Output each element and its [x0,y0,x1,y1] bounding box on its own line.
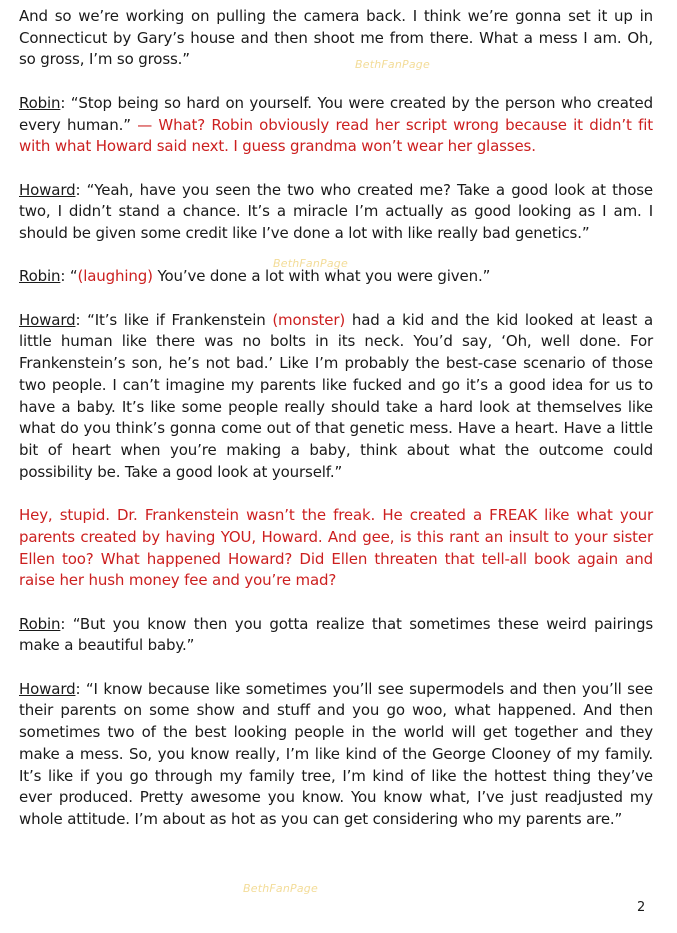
speaker-name: Howard [19,679,76,698]
dialogue-text: You’ve done a lot with what you were given.” [152,267,491,286]
paragraph-howard-3 [19,679,653,831]
dialogue-text: : “Yeah, have you seen the two who created me? Take a good look at those two, I didn’t stand a chance. It’s a miracle I’m actually as good looking as I am. I should be given some credit like I’ve done a lot with like really bad genetics.” [19,180,653,242]
paragraph-howard-1 [19,180,653,245]
speaker-name: Robin [19,614,61,633]
paragraph-intro [19,6,653,71]
paragraph-robin-3 [19,614,653,657]
paragraph-commentary [19,505,653,592]
dialogue-text: : “ [60,267,78,286]
watermark: BethFanPage [273,257,348,270]
commentary-text: — What? Robin obviously read her script wrong because it didn’t fit with what Howard said next. I guess grandma won’t wear her glasses. [19,115,653,156]
commentary-text: Hey, stupid. Dr. Frankenstein wasn’t the freak. He created a FREAK like what your parents created by having YOU, Howard. And gee, is this rant an insult to your sister Ellen too? What happened Howard? Did Ellen threaten that tell-all book again and raise her hush money fee and you’re mad? [19,506,653,590]
dialogue-text: : “It’s like if Frankenstein [75,310,273,329]
page-number: 2 [637,900,646,915]
commentary-text: (laughing) [77,267,153,286]
paragraph-robin-1 [19,93,653,158]
speaker-name: Howard [19,180,76,199]
speaker-name: Robin [19,93,61,112]
dialogue-text: : “I know because like sometimes you’ll see supermodels and then you’ll see their parents on some show and stuff and you go woo, what happened. And then sometimes two of the best looking people in the world will get together and they make a mess. So, you know really, I’m like kind of the George Clooney of my family. It’s like if you go through my family tree, I’m kind of like the hottest thing they’ve ever produced. Pretty awesome you know. You know what, I’ve just readjusted my whole attitude. I’m about as hot as you can get considering who my parents are.” [19,679,653,828]
watermark: BethFanPage [355,58,430,71]
dialogue-text: : “But you know then you gotta realize that sometimes these weird pairings make a beautiful baby.” [19,614,653,655]
dialogue-text: : “Stop being so hard on yourself. You were created by the person who created every human.” [19,93,653,134]
commentary-text: (monster) [272,310,346,329]
paragraph-howard-2 [19,310,653,484]
document-page [19,6,653,831]
dialogue-text: had a kid and the kid looked at least a little human like there was no bolts in its neck. You’d say, ‘Oh, well done. For Frankenstein’s son, he’s not bad.’ Like I’m probably the best-case scenario of those two people. I can’t imagine my parents like fucked and go it’s a good idea for us to have a baby. It’s like some people really should take a hard look at themselves like what do you think’s gonna come out of that genetic mess. Have a heart. Have a little bit of heart when you’re making a baby, think about what the outcome could possibility be. Take a good look at yourself.” [19,310,653,481]
watermark: BethFanPage [243,882,318,895]
paragraph-text: And so we’re working on pulling the camera back. I think we’re gonna set it up in Connecticut by Gary’s house and then shoot me from there. What a mess I am. Oh, so gross, I’m so gross.” [19,7,653,69]
speaker-name: Howard [19,310,76,329]
speaker-name: Robin [19,267,61,286]
